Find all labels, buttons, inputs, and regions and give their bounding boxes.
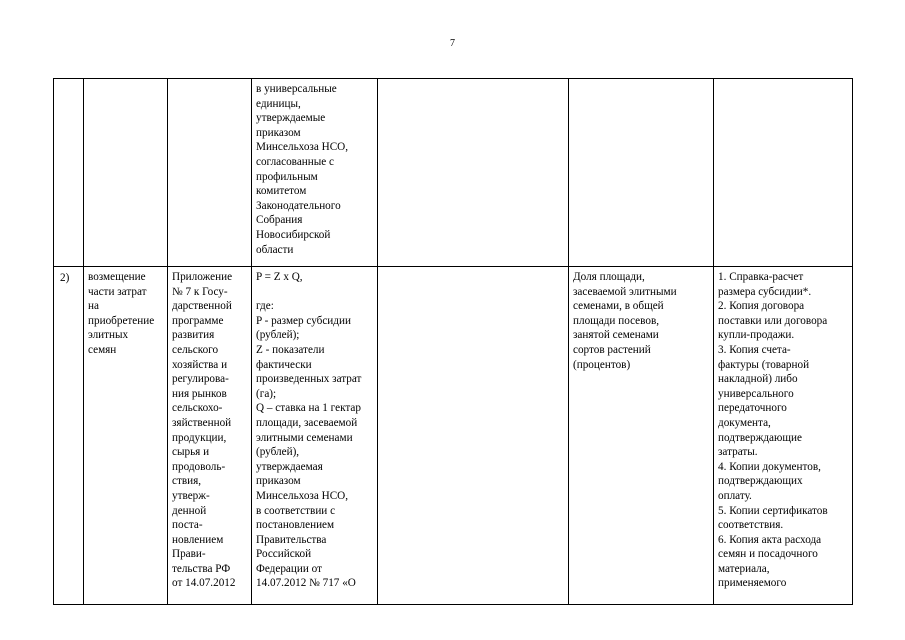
text-line: затраты. (718, 446, 758, 459)
text-line: оплату. (718, 489, 752, 502)
text-line: на (88, 300, 99, 313)
text-line: где: (256, 300, 274, 313)
text-line: комитетом (256, 185, 307, 198)
text-line: сырья и (172, 446, 210, 459)
text-line: программе (172, 314, 224, 327)
text-line: произведенных затрат (256, 373, 362, 386)
text-line: P = Z x Q, (256, 271, 303, 283)
empty-cell (378, 267, 569, 605)
text-line: развития (172, 329, 215, 342)
text-line: Приложение (172, 271, 233, 283)
text-line: тельства РФ (172, 562, 231, 575)
text-line: семенами, в общей (573, 300, 664, 313)
text-line: материала, (718, 562, 770, 575)
text-line: новлением (172, 533, 224, 546)
text-line: Минсельхоза НСО, (256, 141, 349, 154)
text-line: ствия, (172, 475, 202, 488)
text-line: единицы, (256, 97, 301, 110)
basis-cell (168, 267, 252, 605)
text-line: размера субсидии*. (718, 285, 812, 298)
text-line: возмещение (88, 271, 146, 283)
text-line: засеваемой элитными (573, 285, 677, 298)
table-row (54, 267, 853, 605)
text-line: Доля площади, (573, 271, 645, 283)
text-line: Z - показатели (256, 343, 325, 356)
text-line: приказом (256, 475, 301, 488)
text-line: в универсальные (256, 83, 337, 95)
text-line: подтверждающие (718, 431, 802, 444)
text-line: площади, засеваемой (256, 416, 358, 429)
text-line: Минсельхоза НСО, (256, 489, 349, 502)
text-line: сельского (172, 343, 219, 356)
text-line: Законодательного (256, 199, 341, 212)
text-line: согласованные с (256, 155, 335, 168)
text-line: денной (172, 504, 207, 517)
text-line: (процентов) (573, 358, 631, 371)
text-line: сельскохо- (172, 402, 223, 415)
text-line: 5. Копии сертификатов (718, 504, 828, 517)
text-line: приобретение (88, 314, 155, 327)
page-number: 7 (450, 38, 455, 49)
text-line: документа, (718, 416, 771, 429)
text-line: семян и посадочного (718, 548, 818, 561)
text-line: 6. Копия акта расхода (718, 533, 822, 546)
text-line: Российской (256, 548, 312, 561)
row-number-cell: 2) (54, 267, 84, 605)
text-line: зяйственной (172, 416, 232, 429)
text-line: утверждаемая (256, 460, 323, 473)
text-line (256, 285, 373, 300)
text-line: купли-продажи. (718, 329, 795, 342)
formula-cell (252, 79, 378, 267)
text-line: № 7 к Госу- (172, 285, 228, 298)
text-line: Правительства (256, 533, 327, 546)
formula-cell (252, 267, 378, 605)
text-line: поста- (172, 519, 203, 532)
text-line: передаточного (718, 402, 787, 415)
subsidy-table (53, 78, 853, 605)
text-line: (рублей); (256, 329, 300, 342)
text-line: поставки или договора (718, 314, 828, 327)
text-line: фактически (256, 358, 312, 371)
text-line: Собрания (256, 214, 303, 227)
documents-cell (714, 267, 853, 605)
text-line: фактуры (товарной (718, 358, 810, 371)
row-number-cell (54, 79, 84, 267)
text-line: в соответствии с (256, 504, 336, 517)
text-line: части затрат (88, 285, 147, 298)
text-line: продукции, (172, 431, 227, 444)
name-cell (84, 79, 168, 267)
text-line: (рублей), (256, 446, 300, 459)
indicator-cell (569, 79, 714, 267)
table-row (54, 79, 853, 267)
text-line: Прави- (172, 548, 206, 561)
text-line: площади посевов, (573, 314, 660, 327)
documents-cell (714, 79, 853, 267)
text-line: применяемого (718, 577, 787, 590)
text-line: от 14.07.2012 (172, 577, 236, 590)
text-line: 4. Копии документов, (718, 460, 821, 473)
text-line: регулирова- (172, 373, 229, 386)
text-line: профильным (256, 170, 318, 183)
text-line: подтверждающих (718, 475, 803, 488)
text-line: 14.07.2012 № 717 «О (256, 577, 356, 590)
text-line: семян (88, 343, 117, 356)
text-line: сортов растений (573, 343, 651, 356)
text-line: приказом (256, 126, 301, 139)
text-line: 2. Копия договора (718, 300, 805, 313)
text-line: (га); (256, 387, 277, 400)
text-line: Q – ставка на 1 гектар (256, 402, 361, 415)
text-line: 1. Справка-расчет (718, 271, 804, 283)
text-line: утверж- (172, 489, 210, 502)
text-line: дарственной (172, 300, 232, 313)
indicator-cell (569, 267, 714, 605)
text-line: соответствия. (718, 519, 784, 532)
empty-cell (378, 79, 569, 267)
text-line: 3. Копия счета- (718, 343, 791, 356)
text-line: ния рынков (172, 387, 227, 400)
text-line: Федерации от (256, 562, 322, 575)
text-line: продоволь- (172, 460, 226, 473)
text-line: Новосибирской (256, 228, 331, 241)
text-line: универсального (718, 387, 794, 400)
basis-cell (168, 79, 252, 267)
text-line: элитных (88, 329, 129, 342)
text-line: элитными семенами (256, 431, 353, 444)
text-line: накладной) либо (718, 373, 798, 386)
text-line: занятой семенами (573, 329, 659, 342)
text-line: постановлением (256, 519, 335, 532)
text-line: P - размер субсидии (256, 314, 351, 327)
text-line: хозяйства и (172, 358, 228, 371)
text-line: области (256, 243, 294, 256)
name-cell (84, 267, 168, 605)
text-line: утверждаемые (256, 112, 326, 125)
